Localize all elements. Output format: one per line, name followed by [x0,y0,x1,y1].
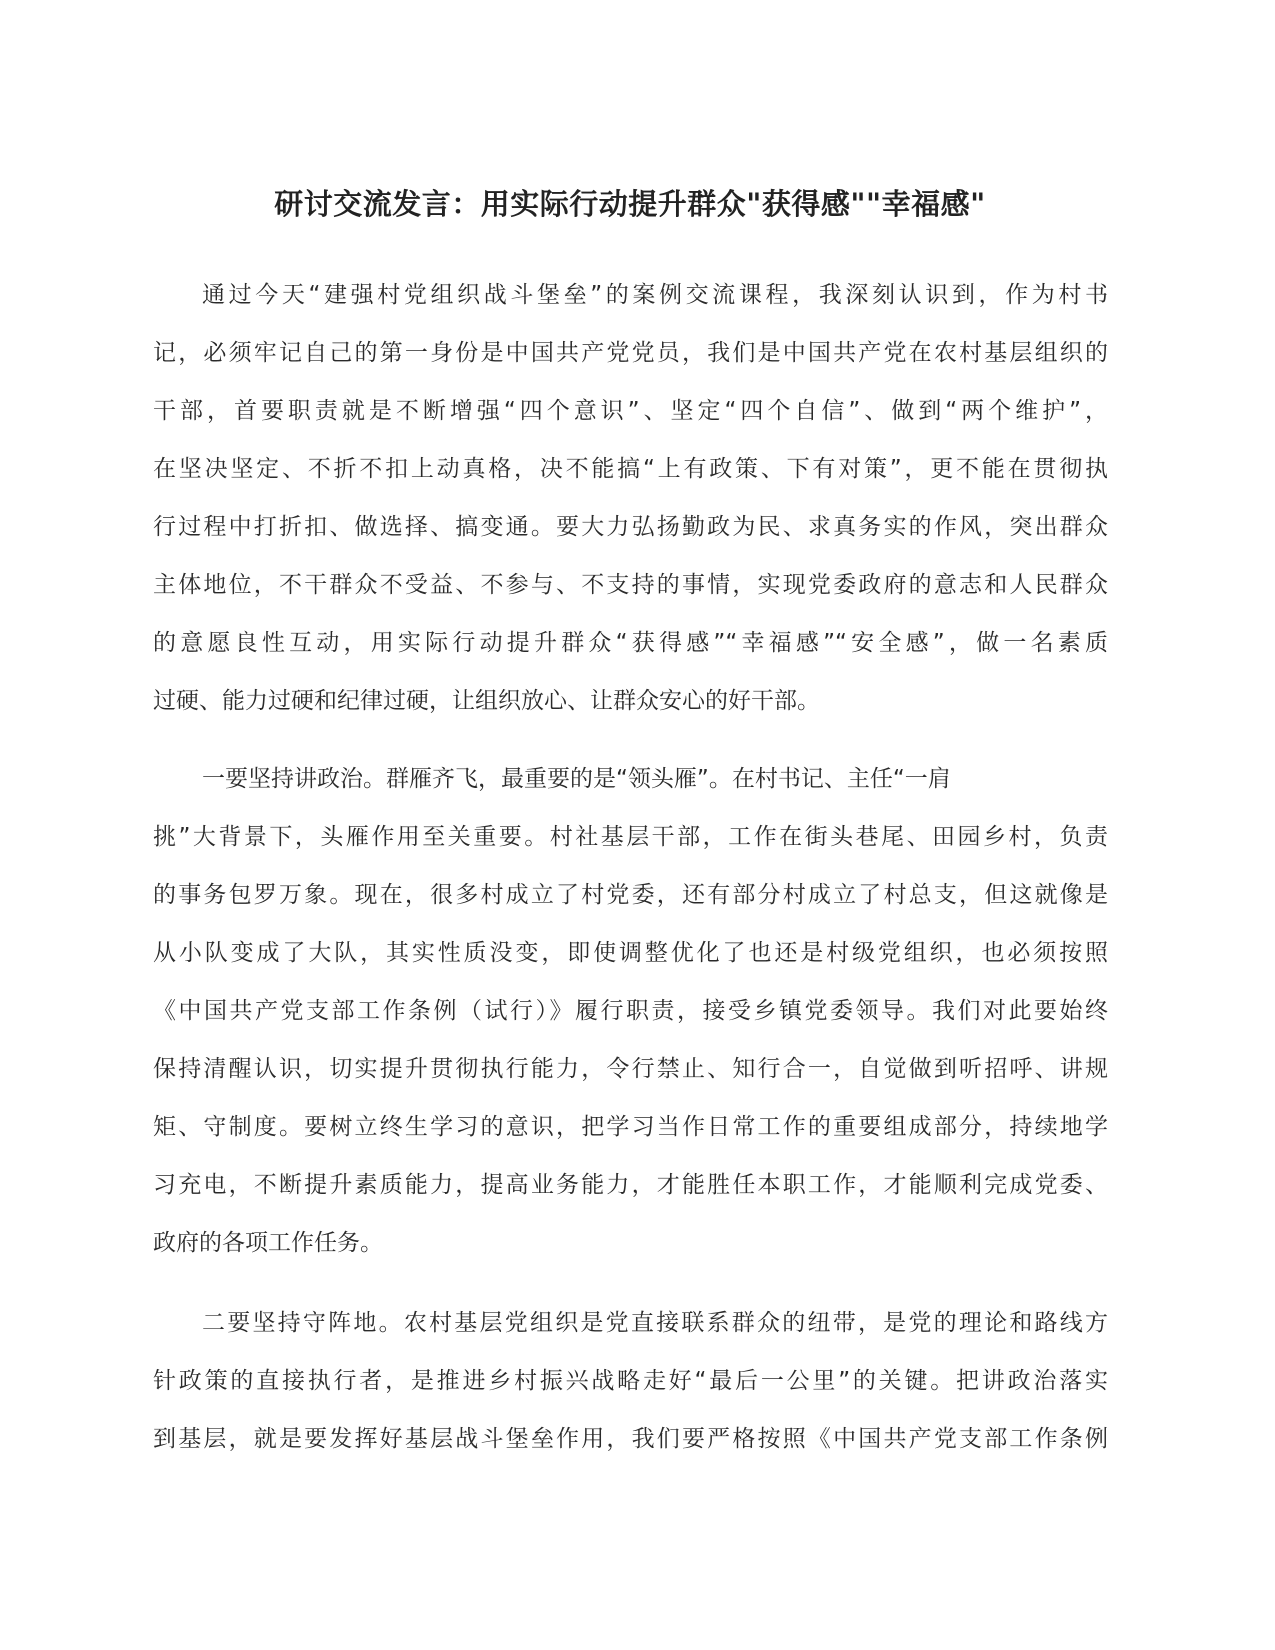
paragraph-line: 记，必须牢记自己的第一身份是中国共产党党员，我们是中国共产党在农村基层组织的 [153,340,1108,366]
paragraph-line: 一要坚持讲政治。群雁齐飞，最重要的是“领头雁”。在村书记、主任“一肩 [202,766,951,792]
paragraph-line: 的意愿良性互动，用实际行动提升群众“获得感”“幸福感”“安全感”，做一名素质 [153,630,1108,656]
paragraph-line: 主体地位，不干群众不受益、不参与、不支持的事情，实现党委政府的意志和人民群众 [153,572,1108,598]
paragraph-line: 保持清醒认识，切实提升贯彻执行能力，令行禁止、知行合一，自觉做到听招呼、讲规 [153,1056,1108,1082]
paragraph-line: 到基层，就是要发挥好基层战斗堡垒作用，我们要严格按照《中国共产党支部工作条例 [153,1426,1108,1452]
paragraph-line: 《中国共产党支部工作条例（试行）》履行职责，接受乡镇党委领导。我们对此要始终 [153,998,1108,1024]
paragraph-line: 行过程中打折扣、做选择、搞变通。要大力弘扬勤政为民、求真务实的作风，突出群众 [153,514,1108,540]
paragraph-line: 的事务包罗万象。现在，很多村成立了村党委，还有部分村成立了村总支，但这就像是 [153,882,1108,908]
paragraph-line: 习充电，不断提升素质能力，提高业务能力，才能胜任本职工作，才能顺利完成党委、 [153,1172,1108,1198]
paragraph-line: 干部，首要职责就是不断增强“四个意识”、坚定“四个自信”、做到“两个维护”， [153,398,1108,424]
paragraph-line: 过硬、能力过硬和纪律过硬，让组织放心、让群众安心的好干部。 [153,688,820,714]
document-title: 研讨交流发言：用实际行动提升群众"获得感""幸福感" [274,187,986,221]
paragraph-line: 通过今天“建强村党组织战斗堡垒”的案例交流课程，我深刻认识到，作为村书 [202,282,1108,308]
paragraph-line: 政府的各项工作任务。 [153,1230,383,1256]
paragraph-line: 矩、守制度。要树立终生学习的意识，把学习当作日常工作的重要组成部分，持续地学 [153,1114,1108,1140]
paragraph-politics [153,750,1108,1272]
paragraph-line: 针政策的直接执行者，是推进乡村振兴战略走好“最后一公里”的关键。把讲政治落实 [153,1368,1108,1394]
paragraph-line: 从小队变成了大队，其实性质没变，即使调整优化了也还是村级党组织，也必须按照 [153,940,1108,966]
paragraph-line: 挑”大背景下，头雁作用至关重要。村社基层干部，工作在街头巷尾、田园乡村，负责 [153,824,1108,850]
paragraph-intro [153,266,1108,730]
paragraph-line: 在坚决坚定、不折不扣上动真格，决不能搞“上有政策、下有对策”，更不能在贯彻执 [153,456,1108,482]
paragraph-line: 二要坚持守阵地。农村基层党组织是党直接联系群众的纽带，是党的理论和路线方 [202,1310,1108,1336]
paragraph-frontline [153,1294,1108,1468]
